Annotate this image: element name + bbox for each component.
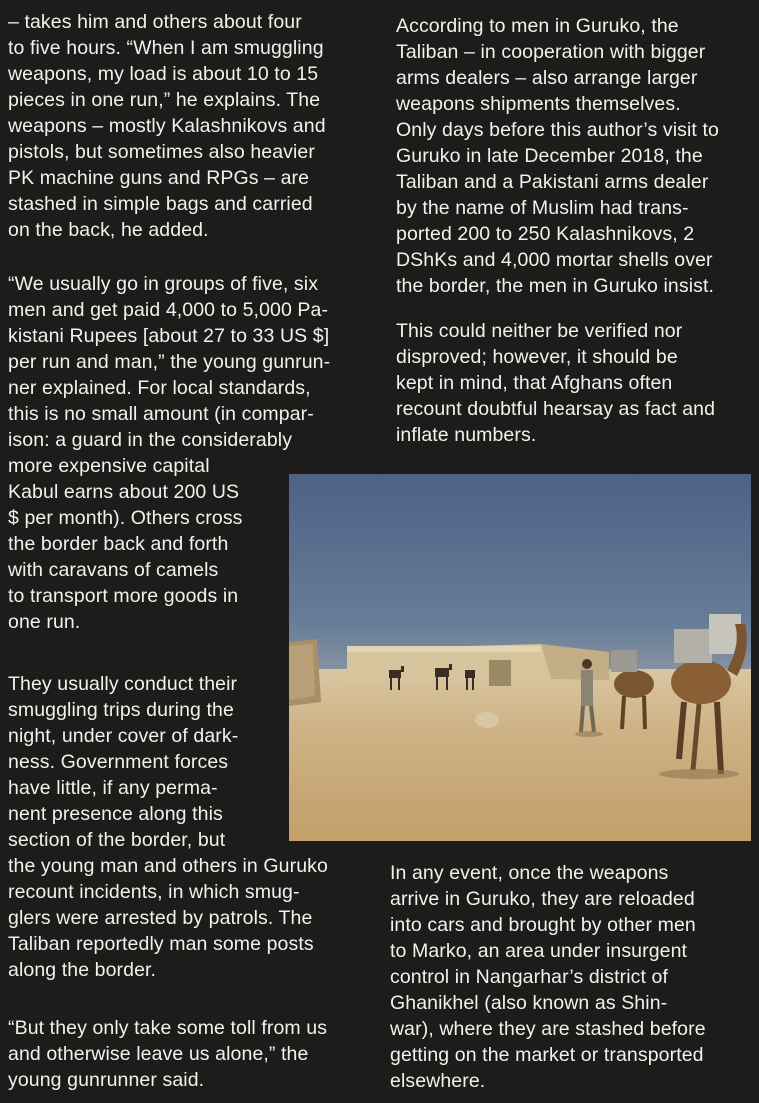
- rock: [475, 712, 499, 728]
- text-line: glers were arrested by patrols. The: [8, 907, 313, 929]
- text-line: elsewhere.: [390, 1070, 486, 1092]
- text-line: this is no small amount (in compar-: [8, 403, 314, 425]
- text-line: to five hours. “When I am smuggling: [8, 37, 324, 59]
- text-line: arms dealers – also arrange larger: [396, 67, 698, 89]
- text-line: into cars and brought by other men: [390, 914, 696, 936]
- text-line: have little, if any perma-: [8, 777, 218, 799]
- text-line: In any event, once the weapons: [390, 862, 669, 884]
- text-line: DShKs and 4,000 mortar shells over: [396, 249, 713, 271]
- text-line: kistani Rupees [about 27 to 33 US $]: [8, 325, 330, 347]
- text-line: This could neither be verified nor: [396, 320, 683, 342]
- text-line: the young man and others in Guruko: [8, 855, 328, 877]
- text-line: Guruko in late December 2018, the: [396, 145, 703, 167]
- text-line: $ per month). Others cross: [8, 507, 243, 529]
- caravan-photo: [289, 474, 751, 841]
- text-line: ner explained. For local standards,: [8, 377, 311, 399]
- text-line: nent presence along this: [8, 803, 223, 825]
- text-line: on the back, he added.: [8, 219, 209, 241]
- text-line: disproved; however, it should be: [396, 346, 678, 368]
- text-line: pieces in one run,” he explains. The: [8, 89, 321, 111]
- text-line: weapons, my load is about 10 to 15: [8, 63, 319, 85]
- text-line: more expensive capital: [8, 455, 210, 477]
- text-line: inflate numbers.: [396, 424, 537, 446]
- text-line: “We usually go in groups of five, six: [8, 273, 319, 295]
- text-line: According to men in Guruko, the: [396, 15, 679, 37]
- text-line: kept in mind, that Afghans often: [396, 372, 673, 394]
- text-line: Taliban and a Pakistani arms dealer: [396, 171, 709, 193]
- text-line: men and get paid 4,000 to 5,000 Pa-: [8, 299, 329, 321]
- text-line: control in Nangarhar’s district of: [390, 966, 668, 988]
- text-line: weapons – mostly Kalashnikovs and: [8, 115, 326, 137]
- text-line: by the name of Muslim had trans-: [396, 197, 689, 219]
- text-line: pistols, but sometimes also heavier: [8, 141, 315, 163]
- text-line: Kabul earns about 200 US: [8, 481, 240, 503]
- text-line: stashed in simple bags and carried: [8, 193, 313, 215]
- text-line: section of the border, but: [8, 829, 226, 851]
- text-line: young gunrunner said.: [8, 1069, 205, 1091]
- text-line: Taliban reportedly man some posts: [8, 933, 314, 955]
- text-line: ported 200 to 250 Kalashnikovs, 2: [396, 223, 695, 245]
- shadow: [659, 769, 739, 779]
- shadow: [575, 731, 603, 737]
- text-line: and otherwise leave us alone,” the: [8, 1043, 309, 1065]
- text-line: with caravans of camels: [8, 559, 219, 581]
- text-line: ison: a guard in the considerably: [8, 429, 293, 451]
- text-line: getting on the market or transported: [390, 1044, 704, 1066]
- text-line: Ghanikhel (also known as Shin-: [390, 992, 668, 1014]
- text-line: to Marko, an area under insurgent: [390, 940, 688, 962]
- text-line: arrive in Guruko, they are reloaded: [390, 888, 695, 910]
- stone-wall-light: [289, 644, 315, 700]
- text-line: night, under cover of dark-: [8, 725, 239, 747]
- text-line: along the border.: [8, 959, 157, 981]
- text-line: They usually conduct their: [8, 673, 238, 695]
- text-line: one run.: [8, 611, 81, 633]
- text-line: the border, the men in Guruko insist.: [396, 275, 715, 297]
- text-line: war), where they are stashed before: [390, 1018, 706, 1040]
- text-line: recount incidents, in which smug-: [8, 881, 300, 903]
- text-line: Only days before this author’s visit to: [396, 119, 719, 141]
- text-line: “But they only take some toll from us: [8, 1017, 328, 1039]
- compound-roofline: [347, 646, 541, 652]
- text-line: weapons shipments themselves.: [396, 93, 681, 115]
- text-line: PK machine guns and RPGs – are: [8, 167, 310, 189]
- small-wall: [489, 660, 511, 686]
- text-line: ness. Government forces: [8, 751, 229, 773]
- text-line: to transport more goods in: [8, 585, 239, 607]
- text-line: – takes him and others about four: [8, 11, 302, 33]
- text-line: the border back and forth: [8, 533, 229, 555]
- text-line: smuggling trips during the: [8, 699, 234, 721]
- text-line: per run and man,” the young gunrun-: [8, 351, 331, 373]
- text-line: recount doubtful hearsay as fact and: [396, 398, 716, 420]
- text-line: Taliban – in cooperation with bigger: [396, 41, 706, 63]
